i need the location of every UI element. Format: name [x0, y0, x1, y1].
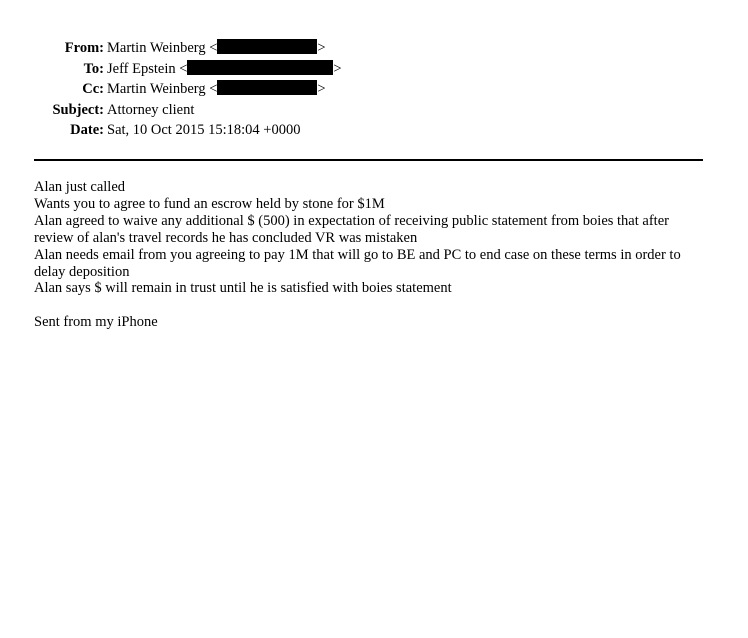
- cc-email-redaction: [217, 80, 317, 95]
- cc-name: Martin Weinberg: [107, 81, 206, 97]
- header-divider: [34, 159, 703, 161]
- body-line: Alan needs email from you agreeing to pay 1M that will go to BE and PC to end case on these terms in order to delay deposition: [34, 246, 681, 280]
- from-value: [107, 38, 326, 59]
- body-line: Alan agreed to waive any additional $ (500) in expectation of receiving public statement from boies that after review of alan's travel records he has concluded VR was mistaken: [34, 212, 669, 246]
- from-close-bracket: >: [317, 40, 326, 56]
- subject-row: [0, 100, 748, 121]
- to-open-bracket: <: [179, 60, 188, 77]
- to-close-bracket: >: [333, 60, 342, 77]
- to-value: [107, 59, 342, 80]
- to-label: To:: [83, 60, 104, 77]
- date-value: Sat, 10 Oct 2015 15:18:04 +0000: [107, 122, 301, 138]
- cc-open-bracket: <: [209, 81, 218, 97]
- signature: Sent from my iPhone: [34, 314, 158, 331]
- body-line: Alan says $ will remain in trust until he is satisfied with boies statement: [34, 280, 452, 297]
- cc-close-bracket: >: [317, 81, 326, 97]
- cc-value: [107, 79, 326, 100]
- cc-label: Cc:: [82, 81, 104, 97]
- to-row: [0, 59, 748, 80]
- paragraph-spacer: [34, 297, 704, 314]
- body-line: Wants you to agree to fund an escrow held by stone for $1M: [34, 195, 385, 212]
- subject-label: Subject:: [52, 101, 104, 118]
- from-email-redaction: [217, 39, 317, 54]
- date-label: Date:: [70, 122, 104, 138]
- body-line: Alan just called: [34, 179, 126, 195]
- email-header: [0, 38, 748, 141]
- from-open-bracket: <: [209, 40, 218, 56]
- email-body: [34, 179, 704, 331]
- from-label: From:: [64, 40, 104, 56]
- cc-row: [0, 79, 748, 100]
- date-row: [0, 120, 748, 141]
- from-row: [0, 38, 748, 59]
- to-email-redaction: [187, 60, 333, 75]
- from-name: Martin Weinberg: [107, 40, 206, 56]
- subject-value: Attorney client: [107, 101, 195, 118]
- to-name: Jeff Epstein: [107, 60, 176, 77]
